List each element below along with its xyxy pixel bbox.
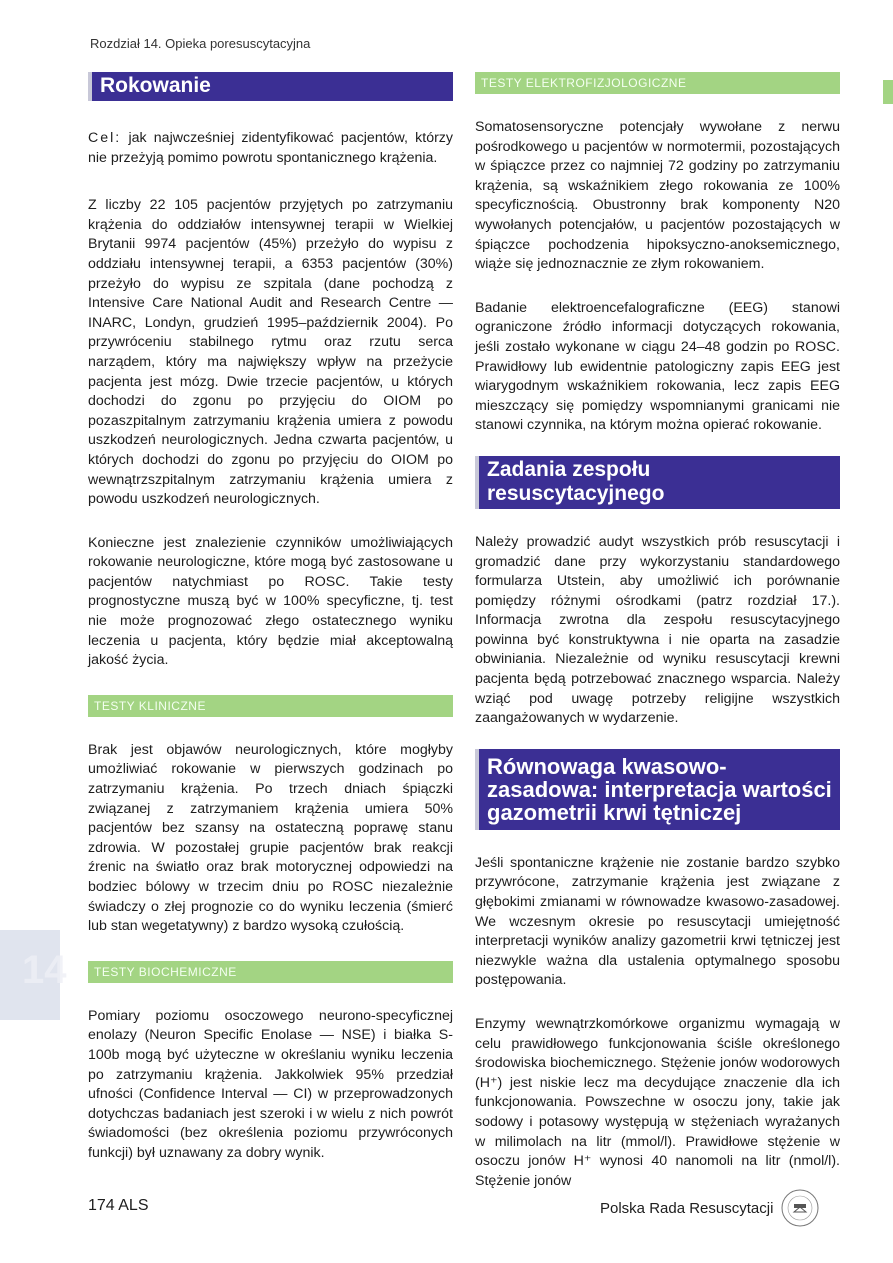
paragraph-team-tasks: Należy prowadzić audyt wszystkich prób resuscytacji i gromadzić dane przy wykorzystaniu standardowego formularza Utstein, aby umożliwić ich porównanie pomiędzy różnymi ośrodkami (patrz rozdział 17.). Informacja zwrotna dla zespołu resuscytacyjnego powinna być konstruktywna i nie oparta na zasadzie obwiniania. Niezależnie od wyniku resuscytacji krewni pacjenta będą potrzebować znacznego wsparcia. Należy wziąć pod uwagę potrzeby religijne wszystkich zaangażowanych w wydarzenie.	[475, 533, 840, 727]
publisher-name: Polska Rada Resuscytacji	[600, 1200, 774, 1217]
paragraph-clinical-tests: Brak jest objawów neurologicznych, które mogłyby umożliwiać rokowanie w pierwszych godzinach po zatrzymaniu krążenia. Po trzech dniach śpiączki związanej z zatrzymaniem krążenia umiera 50% pacjentów bez szansy na ostateczną poprawę stanu zdrowia. W pozostałej grupie pacjentów brak reakcji źrenic na światło oraz brak motorycznej odpowiedzi na bodziec bólowy w trzecim dniu po ROSC niezależnie świadczy o złej prognozie co do wyniku leczenia (śmierć lub stan wegetatywny) z bardzo wysoką czułością.	[88, 741, 453, 935]
page-number: 174 ALS	[88, 1197, 149, 1214]
right-column	[475, 72, 840, 1191]
section-title-rownowaga: Równowaga kwasowo-zasadowa: interpretacja wartości gazometrii krwi tętniczej	[475, 749, 840, 830]
cel-paragraph	[88, 129, 453, 168]
section-title-rokowanie: Rokowanie	[88, 72, 453, 101]
right-edge-marker	[883, 80, 893, 104]
paragraph-statistics: Z liczby 22 105 pacjentów przyjętych po zatrzymaniu krążenia do oddziałów intensywnej terapii w Wielkiej Brytanii 9974 pacjentów (45%) przeżyło do wypisu z oddziału intensywnej terapii, a 6353 pacjentów (30%) przeżyło do wypisu ze szpitala (dane pochodzą z Intensive Care National Audit and Research Centre — INARC, Londyn, grudzień 1995–październik 2004). Po przywróceniu stabilnego rytmu oraz rzutu serca narządem, który ma największy wpływ na przeżycie pacjenta jest mózg. Dwie trzecie pacjentów, u których dochodzi do zgonu po przyjęciu do OIOM po pozaszpitalnym zatrzymaniu krążenia umiera z powodu uszkodzeń neurologicznych. Jedna czwarta pacjentów, u których dochodzi do zgonu po przyjęciu do OIOM po wewnątrzszpitalnym zatrzymaniu krążenia umiera z powodu uszkodzeń neurologicznych.	[88, 197, 453, 508]
cel-text: jak najwcześniej zidentyfikować pacjentów, którzy nie przeżyją pomimo powrotu spontanicznego krążenia.	[88, 130, 453, 166]
section-title-zadania: Zadania zespołu resuscytacyjnego	[475, 456, 840, 509]
paragraph-acid-base-intro: Jeśli spontaniczne krążenie nie zostanie bardzo szybko przywrócone, zatrzymanie krążenia jest związane z głębokimi zmianami w równowadze kwasowo-zasadowej. We wczesnym okresie po resuscytacji umiejętność interpretacji wyników analizy gazometrii krwi tętniczej jest niezwykle ważna dla ustalenia optymalnego sposobu postępowania.	[475, 854, 840, 989]
cel-label: Cel:	[88, 130, 122, 146]
prr-logo-icon	[780, 1188, 820, 1228]
left-column	[88, 72, 453, 1164]
paragraph-enzymes: Enzymy wewnątrzkomórkowe organizmu wymagają w celu prawidłowego funkcjonowania ściśle określonego środowiska biochemicznego. Stężenie jonów wodorowych (H⁺) jest niskie lecz ma decydujące znaczenie dla ich funkcjonowania. Powszechne w osoczu jony, takie jak sodowy i potasowy występują w stężeniach wyrażanych w milimolach na litr (mmol/l). Prawidłowe stężenie w osoczu jonów H⁺ wynosi 40 nanomoli na litr (nmol/l). Stężenie jonów	[475, 1016, 840, 1189]
paragraph-ssep: Somatosensoryczne potencjały wywołane z nerwu pośrodkowego u pacjentów w normotermii, pozostających w śpiączce przez co najmniej 72 godziny po zatrzymaniu krążenia, są wskaźnikiem złego rokowania ze 100% specyficznością. Obustronny brak komponenty N20 wywołanych potencjałów, u pacjentów pozostających w śpiączce pochodzenia hipoksyczno-anoksemicznego, wiąże się jednoznacznie ze złym rokowaniem.	[475, 119, 840, 273]
chapter-side-tab-number: 14	[22, 948, 67, 992]
paragraph-prognostic-factors: Konieczne jest znalezienie czynników umożliwiających rokowanie neurologiczne, które mogą być zastosowane u pacjentów natychmiast po ROSC. Takie testy prognostyczne muszą być w 100% specyficzne, tj. test nie może prognozować złego ostatecznego wyniku leczenia u pacjenta, który będzie miał akceptowalną jakość życia.	[88, 534, 453, 669]
subheading-testy-elektrofizjologiczne: TESTY ELEKTROFIZJOLOGICZNE	[475, 72, 840, 94]
subheading-testy-kliniczne: TESTY KLINICZNE	[88, 695, 453, 717]
paragraph-eeg: Badanie elektroencefalograficzne (EEG) stanowi ograniczone źródło informacji dotyczących rokowania, jeśli zostało wykonane w ciągu 24–48 godzin po ROSC. Prawidłowy lub ewidentnie patologiczny zapis EEG jest wiarygodnym wskaźnikiem rokowania, lecz zapis EEG mieszczący się pomiędzy wspomnianymi granicami nie stanowi czynnika, na którym można opierać rokowanie.	[475, 299, 840, 434]
chapter-header: Rozdział 14. Opieka poresuscytacyjna	[90, 36, 311, 51]
paragraph-biochemical-tests: Pomiary poziomu osoczowego neurono-specyficznej enolazy (Neuron Specific Enolase — NSE) i białka S-100b mogą być użyteczne w określaniu wyniku leczenia po zatrzymaniu krążenia. Jakkolwiek 95% przedział ufności (Confidence Interval — CI) w przeprowadzonych dotychczas badaniach jest szeroki i w wielu z nich powrót świadomości (bez określenia poziomu przywróconych funkcji) był uznawany za dobry wynik.	[88, 1007, 453, 1161]
subheading-testy-biochemiczne: TESTY BIOCHEMICZNE	[88, 961, 453, 983]
